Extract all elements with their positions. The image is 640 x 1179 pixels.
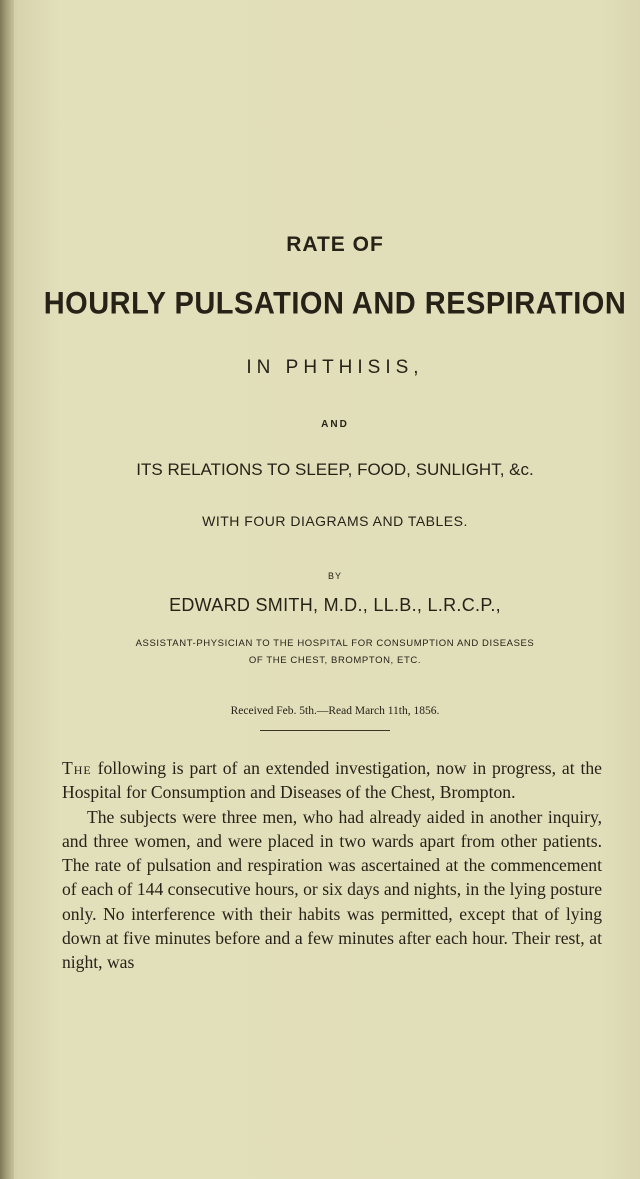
author-name: EDWARD SMITH, M.D., LL.B., L.R.C.P., bbox=[169, 595, 501, 615]
author-affiliation-1: ASSISTANT-PHYSICIAN TO THE HOSPITAL FOR CONSUMPTION AND DISEASES bbox=[135, 638, 535, 649]
by-label: BY bbox=[327, 571, 342, 581]
paragraph-1-text: following is part of an extended investigation, now in progress, at the Hospital for Consumption and Diseases of the Chest, Brompton. bbox=[62, 758, 602, 803]
paragraph-2: The subjects were three men, who had already aided in another inquiry, and three women, and were placed in two wards apart from other patients. The rate of pulsation and respiration was ascertained at the commencement of each of 144 consecutive hours, or six days and nights, in the lying posture only. No interference with their habits was permitted, except that of lying down at five minutes before and a few minutes after each hour. Their rest, at night, was bbox=[62, 806, 602, 973]
author-affiliation-2: OF THE CHEST, BROMPTON, ETC. bbox=[248, 655, 422, 666]
received-date: Received Feb. 5th.—Read March 11th, 1856. bbox=[230, 705, 440, 717]
subtitle: ITS RELATIONS TO SLEEP, FOOD, SUNLIGHT, &c. bbox=[136, 460, 534, 479]
book-spine-edge bbox=[0, 0, 14, 1179]
title-line-4: AND bbox=[321, 419, 349, 430]
body-text bbox=[62, 756, 602, 975]
paragraph-1 bbox=[62, 756, 602, 805]
separator-rule bbox=[260, 730, 390, 731]
title-line-3: IN PHTHISIS, bbox=[246, 357, 424, 378]
paragraph-lead: The bbox=[62, 758, 92, 778]
subtitle-diagrams: WITH FOUR DIAGRAMS AND TABLES. bbox=[202, 513, 468, 529]
title-line-1: RATE OF bbox=[286, 233, 384, 256]
main-title: HOURLY PULSATION AND RESPIRATION bbox=[43, 286, 627, 322]
